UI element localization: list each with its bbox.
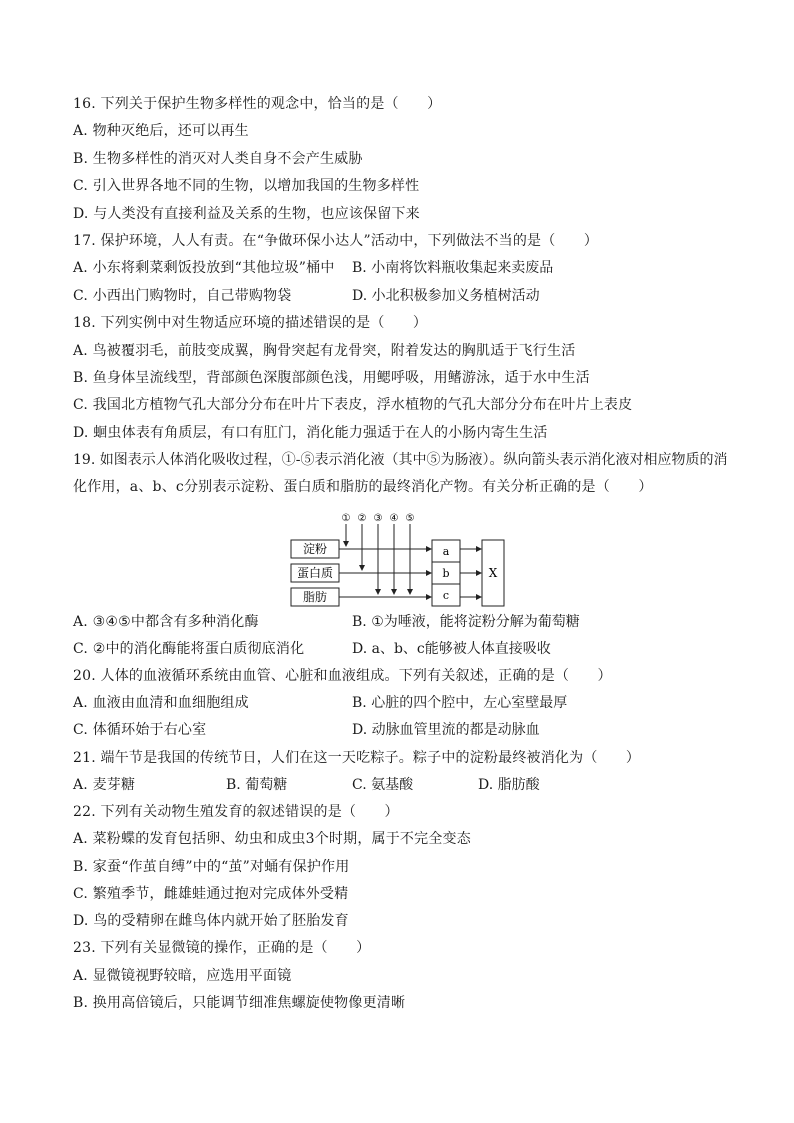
q22-option-d: D. 鸟的受精卵在雌鸟体内就开始了胚胎发育: [73, 913, 349, 929]
product-c: c: [442, 589, 450, 602]
q22-option-a: A. 菜粉蝶的发育包括卵、幼虫和成虫3个时期，属于不完全变态: [73, 831, 471, 847]
q21-stem: 21. 端午节是我国的传统节日，人们在这一天吃粽子。粽子中的淀粉最终被消化为（ ）: [73, 750, 641, 766]
q16-option-a: A. 物种灭绝后，还可以再生: [73, 123, 249, 139]
q18-option-d: D. 蛔虫体表有角质层，有口有肛门，消化能力强适于在人的小肠内寄生生活: [73, 425, 548, 441]
q19-option-a: A. ③④⑤中都含有多种消化酶: [73, 614, 259, 630]
q22-stem: 22. 下列有关动物生殖发育的叙述错误的是（ ）: [73, 804, 399, 820]
q19-option-b: B. ①为唾液，能将淀粉分解为葡萄糖: [352, 614, 580, 630]
juice-label-2: ②: [357, 513, 367, 524]
q18-stem: 18. 下列实例中对生物适应环境的描述错误的是（ ）: [73, 315, 428, 331]
q17-stem: 17. 保护环境，人人有责。在“争做环保小达人”活动中，下列做法不当的是（ ）: [73, 233, 599, 249]
q20-option-b: B. 心脏的四个腔中，左心室壁最厚: [352, 695, 568, 711]
q20-option-d: D. 动脉血管里流的都是动脉血: [352, 722, 540, 738]
q16-option-b: B. 生物多样性的消灭对人类自身不会产生威胁: [73, 151, 363, 167]
q21-option-a: A. 麦芽糖: [73, 777, 136, 793]
q16-option-d: D. 与人类没有直接利益及关系的生物，也应该保留下来: [73, 206, 420, 222]
q22-option-c: C. 繁殖季节，雌雄蛙通过抱对完成体外受精: [73, 886, 349, 902]
q19-option-d: D. a、b、c能够被人体直接吸收: [352, 641, 551, 657]
nutrient-fat: 脂肪: [302, 590, 328, 604]
q17-option-a: A. 小东将剩菜剩饭投放到“其他垃圾”桶中: [73, 260, 335, 276]
q17-option-c: C. 小西出门购物时，自己带购物袋: [73, 288, 292, 304]
digestion-diagram: [290, 508, 506, 608]
q18-option-a: A. 鸟被覆羽毛，前肢变成翼，胸骨突起有龙骨突，附着发达的胸肌适于飞行生活: [73, 343, 576, 359]
q20-option-c: C. 体循环始于右心室: [73, 722, 207, 738]
q23-stem: 23. 下列有关显微镜的操作，正确的是（ ）: [73, 940, 371, 956]
juice-label-3: ③: [373, 513, 383, 524]
q23-option-a: A. 显微镜视野较暗，应选用平面镜: [73, 968, 292, 984]
q19-stem-line1: 19. 如图表示人体消化吸收过程，①-⑤表示消化液（其中⑤为肠液）。纵向箭头表示消化液对相应物质的消: [73, 452, 728, 468]
q20-stem: 20. 人体的血液循环系统由血管、心脏和血液组成。下列有关叙述，正确的是（ ）: [73, 668, 612, 684]
nutrient-protein: 蛋白质: [296, 566, 334, 580]
q19-stem-line2: 化作用，a、b、c分别表示淀粉、蛋白质和脂肪的最终消化产物。有关分析正确的是（ ）: [73, 479, 653, 495]
q16-option-c: C. 引入世界各地不同的生物，以增加我国的生物多样性: [73, 178, 420, 194]
product-b: b: [442, 567, 450, 580]
q18-option-c: C. 我国北方植物气孔大部分分布在叶片下表皮，浮水植物的气孔大部分分布在叶片上表皮: [73, 397, 633, 413]
q19-option-c: C. ②中的消化酶能将蛋白质彻底消化: [73, 641, 305, 657]
juice-label-1: ①: [341, 513, 351, 524]
q20-option-a: A. 血液由血清和血细胞组成: [73, 695, 249, 711]
q16-stem: 16. 下列关于保护生物多样性的观念中，恰当的是（ ）: [73, 96, 442, 112]
q21-option-c: C. 氨基酸: [352, 777, 414, 793]
q21-option-b: B. 葡萄糖: [226, 777, 288, 793]
nutrient-starch: 淀粉: [302, 542, 328, 556]
juice-label-5: ⑤: [405, 513, 415, 524]
q17-option-b: B. 小南将饮料瓶收集起来卖废品: [352, 260, 554, 276]
q23-option-b: B. 换用高倍镜后，只能调节细准焦螺旋使物像更清晰: [73, 995, 406, 1011]
label-x: X: [488, 566, 498, 580]
q21-option-d: D. 脂肪酸: [478, 777, 540, 793]
product-a: a: [442, 545, 450, 558]
q18-option-b: B. 鱼身体呈流线型，背部颜色深腹部颜色浅，用鳃呼吸，用鳍游泳，适于水中生活: [73, 370, 590, 386]
juice-label-4: ④: [389, 513, 399, 524]
q22-option-b: B. 家蚕“作茧自缚”中的“茧”对蛹有保护作用: [73, 859, 350, 875]
q17-option-d: D. 小北积极参加义务植树活动: [352, 288, 540, 304]
